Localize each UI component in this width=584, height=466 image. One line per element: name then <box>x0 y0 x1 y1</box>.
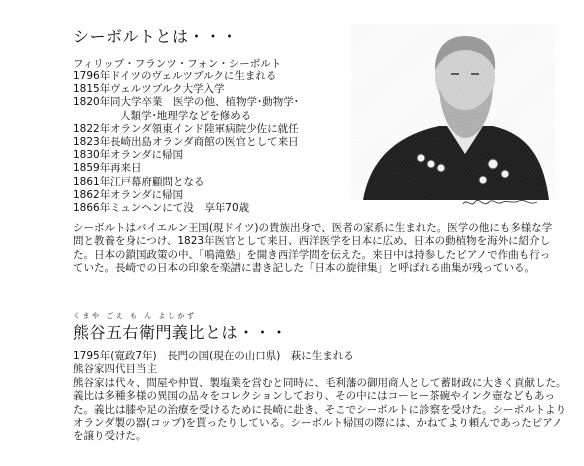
ruby-reading: くまや ごえ も ん よしかず <box>73 312 197 320</box>
timeline-event: オランダに帰国 <box>110 149 184 162</box>
timeline-event: オランダ領東インド陸軍病院少佐に就任 <box>110 122 299 135</box>
timeline-year: 1820年 <box>73 96 111 109</box>
timeline-row <box>73 83 299 96</box>
timeline-row <box>73 96 299 109</box>
timeline-event: ミュンヘンにて没 享年70歳 <box>110 202 250 215</box>
timeline-event: 同大学卒業 医学の他、植物学･動物学･ <box>110 96 299 109</box>
timeline-year: 1861年 <box>73 175 111 188</box>
siebold-description: シーボルトはバイエルン王国(現ドイツ)の貴族出身で、医者の家系に生まれた。医学の他にも多様な学問と教養を身につけ、1823年医官として来日、西洋医学を日本に広め、日本の動植物を海外に紹介した。日本の鎖国政策の中、「鳴滝塾」を開き西洋学問を伝えた。来日中は持参したピアノで作曲も行っていた。長崎での日本の印象を楽譜に書き記した「日本の旋律集」と呼ばれる曲集が残っている。 <box>73 222 553 275</box>
birth-line: 1795年(寛政7年) 長門の国(現在の山口県) 萩に生まれる <box>73 350 354 362</box>
timeline <box>73 70 299 215</box>
kumaya-section <box>73 350 569 444</box>
section-title-kumaya: 熊谷五右衛門義比とは・・・ <box>73 323 288 342</box>
timeline-year: 1796年 <box>73 70 111 82</box>
family-line: 熊谷家四代目当主 <box>73 363 157 376</box>
timeline-event: ドイツのヴェルツブルクに生まれる <box>110 70 277 82</box>
timeline-event: 再来日 <box>110 162 142 175</box>
timeline-event: 江戸幕府顧問となる <box>110 175 205 188</box>
timeline-year: 1822年 <box>73 122 111 135</box>
timeline-event: ヴェルツブルク大学入学 <box>110 83 225 96</box>
timeline-row <box>73 110 299 123</box>
timeline-row <box>73 123 299 136</box>
timeline-row <box>73 176 299 189</box>
timeline-event: 人類学･地理学などを修める <box>120 109 252 122</box>
timeline-row <box>73 189 299 202</box>
timeline-year: 1830年 <box>73 149 111 162</box>
full-name: フィリップ・フランツ・フォン・シーボルト <box>73 58 282 70</box>
timeline-year: 1862年 <box>73 188 111 201</box>
timeline-row <box>73 149 299 162</box>
timeline-year: 1815年 <box>73 83 111 96</box>
timeline-event: 長崎出島オランダ商館の医官として来日 <box>110 136 299 149</box>
timeline-year: 1859年 <box>73 162 111 175</box>
timeline-year <box>73 110 110 123</box>
kumaya-description: 熊谷家は代々、問屋や仲買、製塩業を営むと同時に、毛利藩の御用商人として蓄財政に大きく貢献した。義比は多種多様の異国の品々をコレクションしており、その中にはコーヒー茶碗やインク壺などもあった。義比は膝や足の治療を受けるために長崎に赴き、そこでシーボルトに診察を受けた。シーボルトよりオランダ製の器(コップ)を貰ったりしている。シーボルト帰国の際には、かねてより頼んであったピアノを譲り受けた。 <box>73 376 567 443</box>
section-title-siebold: シーボルトとは・・・ <box>73 27 239 46</box>
timeline-row <box>73 70 299 83</box>
timeline-year: 1823年 <box>73 136 111 149</box>
siebold-portrait <box>343 14 563 216</box>
timeline-event: オランダに帰国 <box>110 188 184 201</box>
portrait-engraving <box>343 14 563 216</box>
timeline-row <box>73 202 299 215</box>
timeline-year: 1866年 <box>73 202 111 215</box>
timeline-row <box>73 136 299 149</box>
timeline-row <box>73 162 299 175</box>
